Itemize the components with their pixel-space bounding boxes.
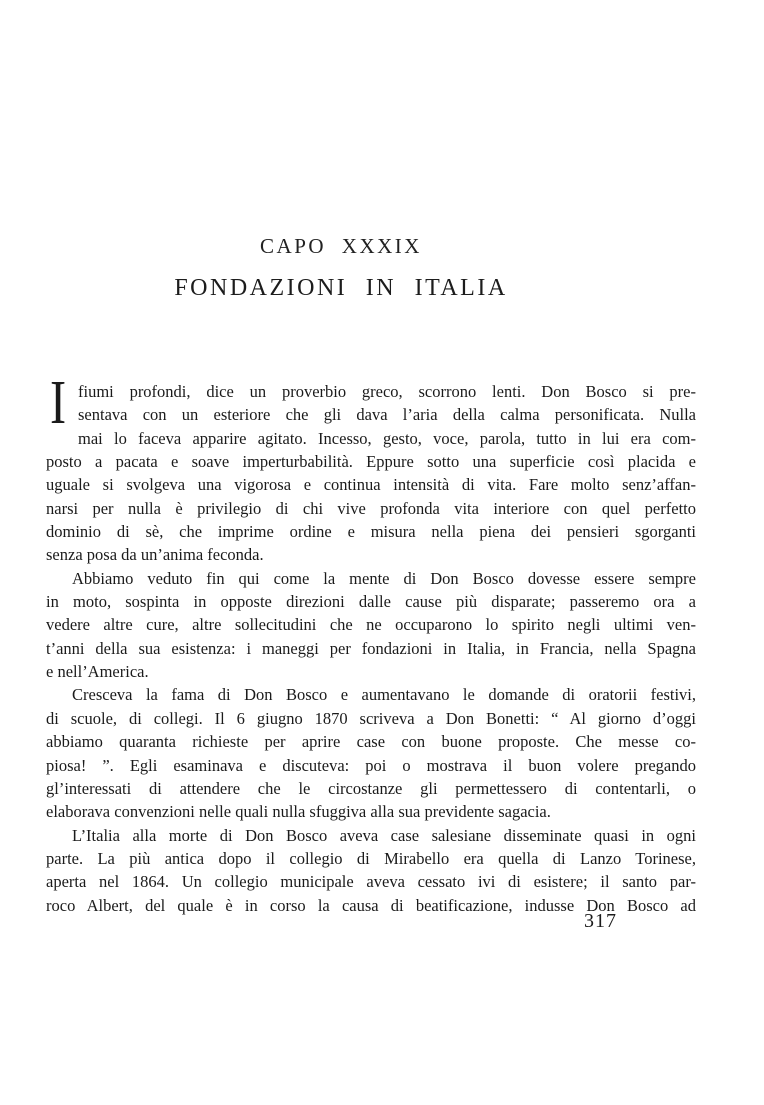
text-line: sentava con un esteriore che gli dava l’aria della calma personificata. Nulla — [78, 405, 696, 425]
text-line: Cresceva la fama di Don Bosco e aumentavano le domande di oratorii festivi, — [72, 685, 696, 705]
text-line: roco Albert, del quale è in corso la causa di beatificazione, indusse Don Bosco ad — [46, 895, 696, 915]
chapter-heading: CAPO XXXIX — [260, 234, 422, 258]
text-line: Abbiamo veduto fin qui come la mente di Don Bosco dovesse essere sempre — [72, 568, 696, 588]
text-line: abbiamo quaranta richieste per aprire case con buone proposte. Che messe co- — [46, 732, 696, 752]
paragraph — [46, 824, 696, 917]
text-line: senza posa da un’anima feconda. — [46, 545, 264, 565]
drop-cap: I — [50, 369, 67, 437]
text-line: piosa! ”. Egli esaminava e discuteva: poi o mostrava il buon volere pregando — [46, 755, 696, 775]
text-line: L’Italia alla morte di Don Bosco aveva case salesiane disseminate quasi in ogni — [72, 825, 696, 845]
text-line: in moto, sospinta in opposte direzioni dalle cause più disparate; passeremo ora a — [46, 592, 696, 612]
page-title: FONDAZIONI IN ITALIA — [174, 275, 508, 301]
text-line: parte. La più antica dopo il collegio di Mirabello era quella di Lanzo Torinese, — [46, 848, 696, 868]
paragraph — [46, 683, 696, 823]
body-text — [46, 369, 696, 917]
text-line: gl’interessati di attendere che le circostanze gli permettessero di contentarli, o — [46, 778, 696, 798]
text-line: vedere altre cure, altre sollecitudini che ne occuparono lo spirito negli ultimi ven- — [46, 615, 696, 635]
text-line: di scuole, di collegi. Il 6 giugno 1870 scriveva a Don Bonetti: “ Al giorno d’oggi — [46, 708, 696, 728]
text-line: uguale si svolgeva una vigorosa e continua intensità di vita. Fare molto senz’affan- — [46, 475, 696, 495]
text-line: narsi per nulla è privilegio di chi vive profonda vita interiore con quel perfetto — [46, 498, 696, 518]
text-line: posto a pacata e soave imperturbabilità. Eppure sotto una superficie così placida e — [46, 452, 696, 472]
text-line: elaborava convenzioni nelle quali nulla sfuggiva alla sua previdente sagacia. — [46, 802, 551, 822]
text-line: dominio di sè, che imprime ordine e misura nella piena dei pensieri sgorganti — [46, 522, 696, 542]
page-number: 317 — [584, 910, 617, 932]
text-line: aperta nel 1864. Un collegio municipale aveva cessato ivi di esistere; il santo par- — [46, 872, 696, 892]
text-line: fiumi profondi, dice un proverbio greco, scorrono lenti. Don Bosco si pre- — [78, 382, 696, 401]
text-line: e nell’America. — [46, 662, 149, 682]
text-line: t’anni della sua esistenza: i maneggi per fondazioni in Italia, in Francia, nella Spagna — [46, 638, 696, 658]
paragraph — [46, 369, 696, 567]
paragraph — [46, 567, 696, 684]
text-line: mai lo faceva apparire agitato. Incesso, gesto, voce, parola, tutto in lui era com- — [78, 428, 696, 448]
